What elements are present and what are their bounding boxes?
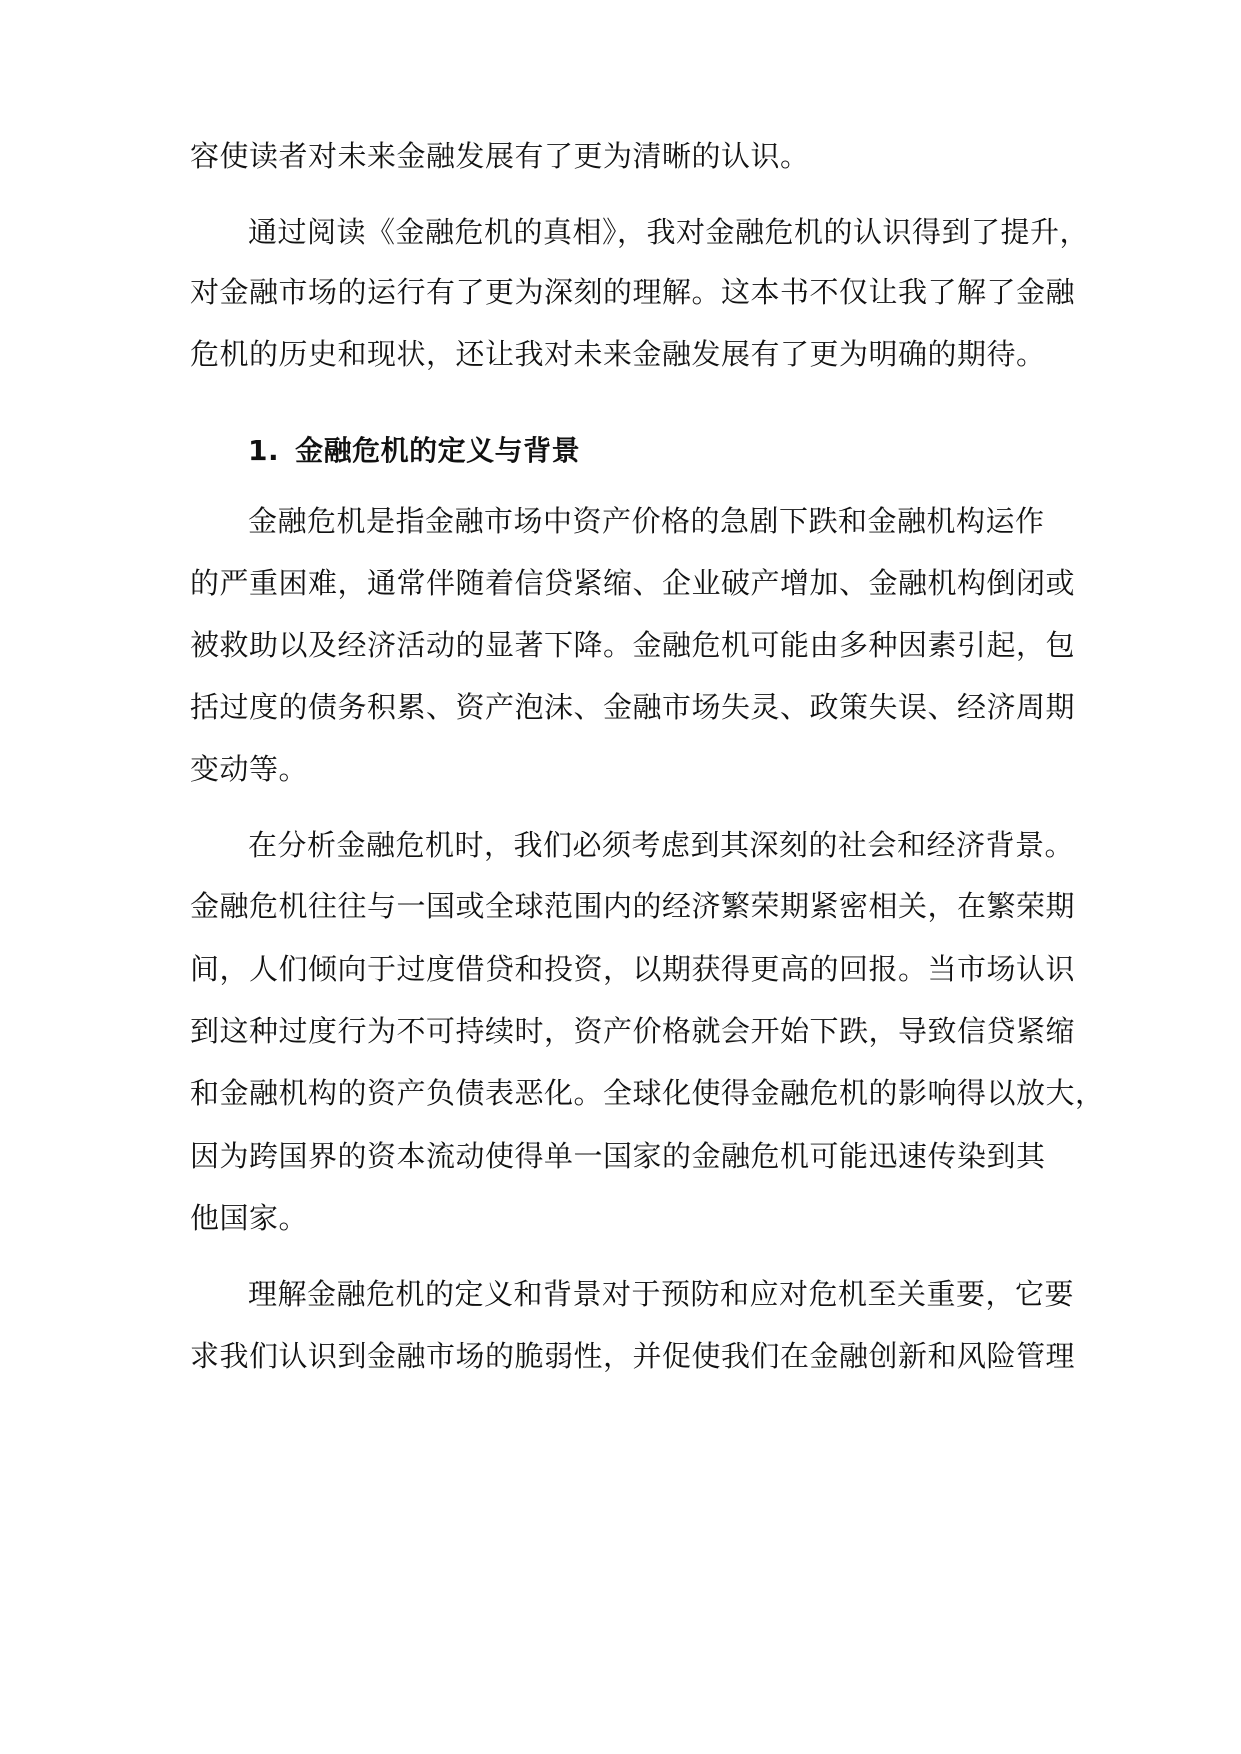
paragraph-line: 容使读者对未来金融发展有了更为清晰的认识。 [190, 139, 810, 173]
paragraph-line: 到这种过度行为不可持续时，资产价格就会开始下跌，导致信贷紧缩 [190, 1014, 1076, 1048]
paragraph-line: 金融危机是指金融市场中资产价格的急剧下跌和金融机构运作 [248, 504, 1045, 538]
paragraph-line: 和金融机构的资产负债表恶化。全球化使得金融危机的影响得以放大， [190, 1076, 1105, 1110]
heading-number: 1. [248, 434, 280, 467]
paragraph-line: 他国家。 [190, 1201, 309, 1235]
paragraph-line: 对金融市场的运行有了更为深刻的理解。这本书不仅让我了解了金融 [190, 275, 1076, 309]
paragraph-line: 括过度的债务积累、资产泡沫、金融市场失灵、政策失误、经济周期 [190, 690, 1076, 724]
paragraph-line: 通过阅读《金融危机的真相》，我对金融危机的认识得到了提升， [248, 215, 1090, 249]
paragraph-line: 被救助以及经济活动的显著下降。金融危机可能由多种因素引起，包 [190, 628, 1076, 662]
paragraph-line: 在分析金融危机时，我们必须考虑到其深刻的社会和经济背景。 [248, 828, 1075, 862]
paragraph-line: 的严重困难，通常伴随着信贷紧缩、企业破产增加、金融机构倒闭或 [190, 566, 1076, 600]
section-heading [248, 431, 580, 471]
paragraph-line: 危机的历史和现状，还让我对未来金融发展有了更为明确的期待。 [190, 337, 1046, 371]
paragraph-line: 金融危机往往与一国或全球范围内的经济繁荣期紧密相关，在繁荣期 [190, 889, 1076, 923]
heading-title: 金融危机的定义与背景 [295, 434, 581, 467]
paragraph-line: 求我们认识到金融市场的脆弱性，并促使我们在金融创新和风险管理 [190, 1339, 1076, 1373]
paragraph-line: 因为跨国界的资本流动使得单一国家的金融危机可能迅速传染到其 [190, 1139, 1046, 1173]
paragraph-line: 变动等。 [190, 752, 309, 786]
paragraph-line: 理解金融危机的定义和背景对于预防和应对危机至关重要，它要 [248, 1277, 1075, 1311]
paragraph-line: 间，人们倾向于过度借贷和投资，以期获得更高的回报。当市场认识 [190, 952, 1076, 986]
